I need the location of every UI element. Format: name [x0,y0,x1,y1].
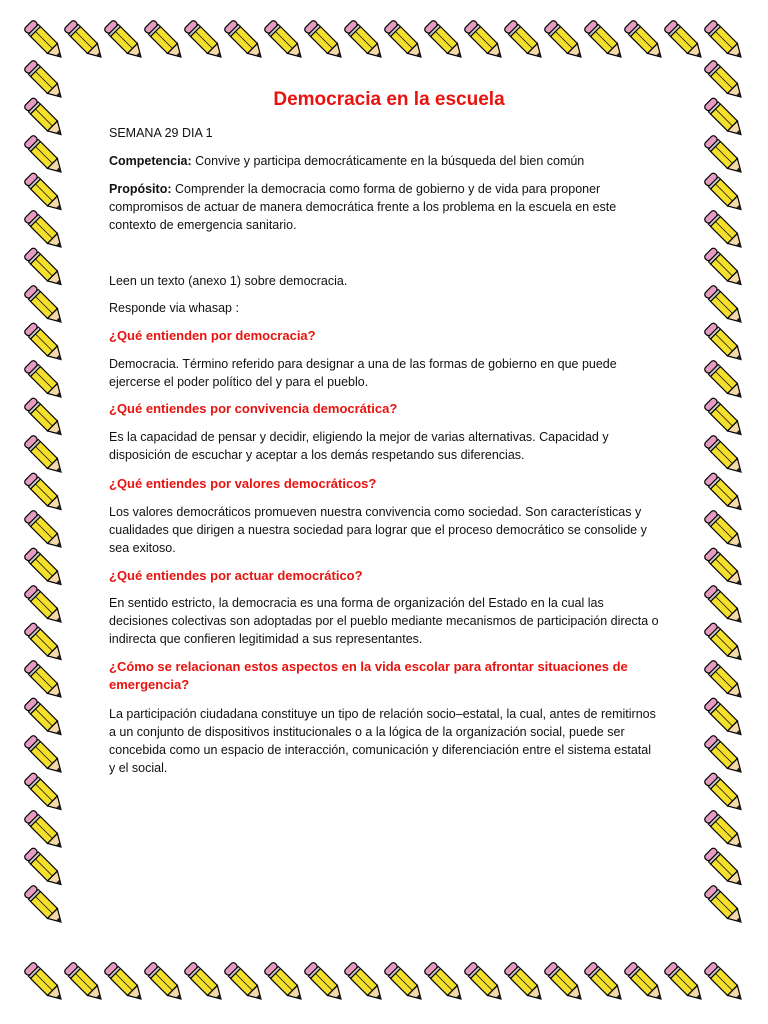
pencil-icon [703,397,745,439]
question-3: ¿Qué entiendes por valores democráticos? [109,476,377,491]
pencil-icon [23,472,65,514]
pencil-icon [343,961,385,1003]
instruction-read: Leen un texto (anexo 1) sobre democracia. [109,274,348,288]
pencil-icon [23,247,65,289]
answer-1: Democracia. Término referido para designar a una de las formas de gobierno en que puede ejercerse el poder político del y para el pueblo. [109,357,617,389]
instruction-respond: Responde via whasap : [109,301,239,315]
pencil-icon [663,19,705,61]
pencil-icon [23,359,65,401]
pencil-icon [23,434,65,476]
pencil-icon [343,19,385,61]
pencil-icon [703,284,745,326]
pencil-icon [23,509,65,551]
pencil-icon [703,509,745,551]
competencia-paragraph [109,152,659,170]
pencil-icon [23,397,65,439]
pencil-icon [103,961,145,1003]
pencil-icon [23,961,65,1003]
pencil-icon [23,584,65,626]
pencil-icon [23,547,65,589]
pencil-icon [583,961,625,1003]
proposito-label: Propósito: [109,182,172,196]
pencil-icon [703,134,745,176]
pencil-icon [703,19,745,61]
pencil-icon [383,19,425,61]
pencil-icon [663,961,705,1003]
pencil-icon [23,659,65,701]
pencil-icon [103,19,145,61]
answer-3: Los valores democráticos promueven nuestra convivencia como sociedad. Son características y cualidades que dirigen a nuestra sociedad para lograr que el proceso democrático se consolide y sea exitoso. [109,505,647,555]
pencil-icon [703,622,745,664]
pencil-icon [23,134,65,176]
week-label: SEMANA 29 DIA 1 [109,126,213,140]
question-5: ¿Cómo se relacionan estos aspectos en la vida escolar para afrontar situaciones de emergencia? [109,659,628,692]
answer-4: En sentido estricto, la democracia es una forma de organización del Estado en la cual las decisiones colectivas son adoptadas por el pueblo mediante mecanismos de participación directa o indirecta que confieren legitimidad a sus representantes. [109,596,659,646]
pencil-icon [463,961,505,1003]
pencil-icon [23,209,65,251]
pencil-icon [703,434,745,476]
pencil-icon [703,322,745,364]
proposito-text: Comprender la democracia como forma de gobierno y de vida para proponer compromisos de actuar de manera democrática frente a los problema en la escuela en este contexto de emergencia sanitario. [109,182,617,232]
pencil-icon [23,97,65,139]
pencil-icon [703,809,745,851]
question-4: ¿Qué entiendes por actuar democrático? [109,568,363,583]
pencil-icon [703,884,745,926]
pencil-icon [223,19,265,61]
pencil-icon [23,322,65,364]
pencil-icon [703,961,745,1003]
competencia-label: Competencia: [109,154,192,168]
pencil-icon [703,584,745,626]
pencil-icon [23,847,65,889]
pencil-icon [703,659,745,701]
answer-2: Es la capacidad de pensar y decidir, eligiendo la mejor de varias alternativas. Capacidad y disposición de escuchar y aceptar a los demás respetando sus diferencias. [109,430,609,462]
pencil-icon [703,697,745,739]
pencil-icon [23,59,65,101]
pencil-icon [623,961,665,1003]
pencil-icon [703,847,745,889]
pencil-icon [703,209,745,251]
pencil-icon [503,19,545,61]
pencil-icon [183,19,225,61]
pencil-icon [23,172,65,214]
page-title: Democracia en la escuela [273,89,505,110]
pencil-icon [23,697,65,739]
pencil-icon [23,622,65,664]
pencil-icon [143,961,185,1003]
pencil-icon [303,19,345,61]
pencil-icon [143,19,185,61]
pencil-icon [423,19,465,61]
competencia-text: Convive y participa democráticamente en la búsqueda del bien común [195,154,585,168]
pencil-icon [63,961,105,1003]
pencil-icon [303,961,345,1003]
pencil-icon [703,97,745,139]
pencil-icon [703,359,745,401]
pencil-icon [23,772,65,814]
question-1: ¿Qué entienden por democracia? [109,328,316,343]
pencil-icon [263,19,305,61]
pencil-icon [703,472,745,514]
pencil-icon [543,19,585,61]
pencil-icon [703,172,745,214]
pencil-icon [583,19,625,61]
pencil-icon [23,884,65,926]
pencil-icon [503,961,545,1003]
pencil-icon [463,19,505,61]
pencil-icon [383,961,425,1003]
question-2: ¿Qué entiendes por convivencia democrática? [109,401,398,416]
pencil-icon [23,734,65,776]
pencil-icon [183,961,225,1003]
pencil-icon [703,734,745,776]
answer-5: La participación ciudadana constituye un tipo de relación socio–estatal, la cual, antes de remitirnos a un conjunto de dispositivos institucionales o a la lógica de la organización social, puede ser concebida como un espacio de interacción, comunicación y diferenciación entre el sistema estatal y el social. [109,707,656,775]
pencil-icon [423,961,465,1003]
pencil-icon [623,19,665,61]
pencil-icon [23,284,65,326]
pencil-icon [703,59,745,101]
pencil-icon [263,961,305,1003]
pencil-icon [703,247,745,289]
proposito-paragraph [109,180,659,234]
pencil-icon [23,19,65,61]
pencil-icon [543,961,585,1003]
pencil-icon [23,809,65,851]
pencil-icon [703,547,745,589]
pencil-icon [223,961,265,1003]
pencil-icon [703,772,745,814]
pencil-icon [63,19,105,61]
